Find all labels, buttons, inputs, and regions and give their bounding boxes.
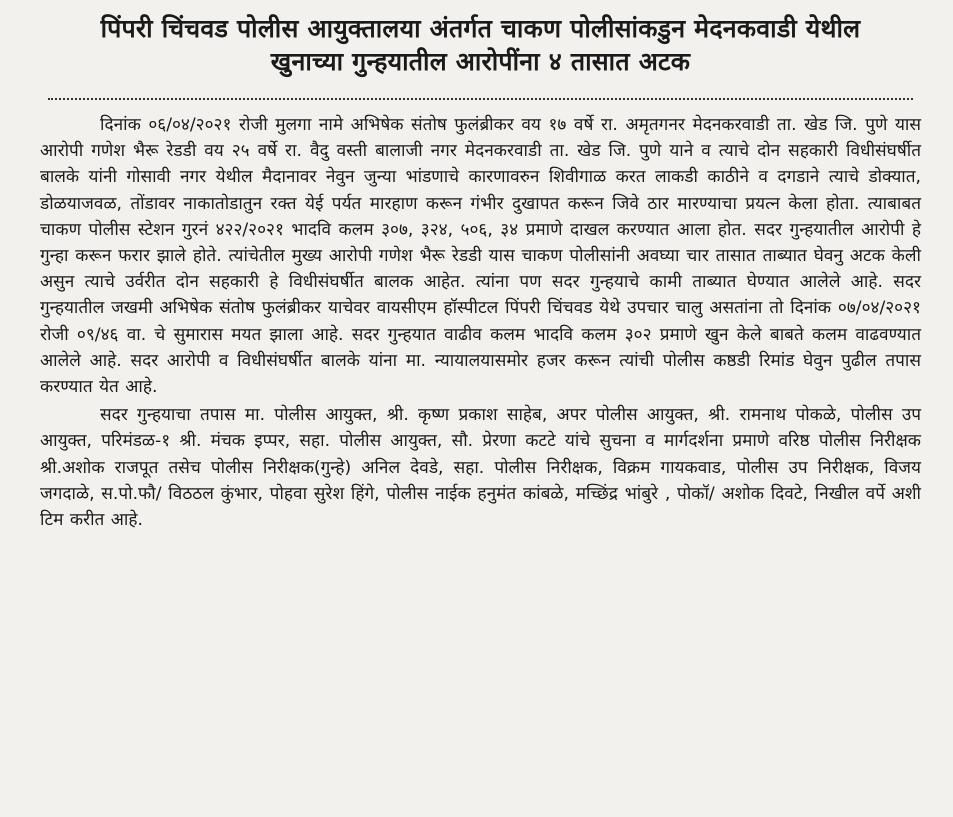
document-title [40, 12, 921, 78]
title-line-2: खुनाच्या गुन्हयातील आरोपींना ४ तासात अटक [270, 47, 691, 76]
title-line-1: पिंपरी चिंचवड पोलीस आयुक्तालया अंतर्गत चाकण पोलीसांकडुन मेदनकवाडी येथील [100, 14, 861, 43]
paragraph-incident: दिनांक ०६/०४/२०२१ रोजी मुलगा नामे अभिषेक संतोष फुलंब्रीकर वय १७ वर्षे रा. अमृतगनर मेदनकरवाडी ता. खेड जि. पुणे यास आरोपी गणेश भैरू रेडडी वय २५ वर्षे रा. वैदु वस्ती बालाजी नगर मेदनकरवाडी ता. खेड जि. पुणे याने व त्याचे दोन सहकारी विधीसंघर्षीत बालके यांनी गोसावी नगर येथील मैदानावर नेवुन जुन्या भांडणाचे कारणावरुन शिवीगाळ करत लाकडी काठीने व दगडाने त्याचे डोक्यात, डोळयाजवळ, तोंडावर नाकातोडातुन रक्त येई पर्यत मारहाण करून गंभीर दुखापत करून जिवे ठार मारण्याचा प्रयत्न केला होता. त्याबाबत चाकण पोलीस स्टेशन गुरनं ४२२/२०२१ भादवि कलम ३०७, ३२४, ५०६, ३४ प्रमाणे दाखल करण्यात आला होत. सदर गुन्हयातील आरोपी हे गुन्हा करून फरार झाले होते. त्यांचेतील मुख्य आरोपी गणेश भैरू रेडडी यास चाकण पोलीसांनी अवघ्या चार तासात ताब्यात घेवनु अटक केली असुन त्याचे उर्वरीत दोन सहकारी हे विधीसंघर्षीत बालक आहेत. त्यांना पण सदर गुन्हयाचे कामी ताब्यात घेण्यात आलेले आहे. सदर गुन्हयातील जखमी अभिषेक संतोष फुलंब्रीकर याचेवर वायसीएम हॉस्पीटल पिंपरी चिंचवड येथे उपचार चालु असतांना तो दिनांक ०७/०४/२०२१ रोजी ०९/४६ वा. चे सुमारास मयत झाला आहे. सदर गुन्हयात वाढीव कलम भादवि कलम ३०२ प्रमाणे खुन केले बाबते कलम वाढवण्यात आलेले आहे. सदर आरोपी व विधीसंघर्षीत बालके यांना मा. न्यायालयासमोर हजर करून त्यांची पोलीस कष्ठडी रिमांड घेवुन पुढील तपास करण्यात येत आहे. [40, 115, 921, 398]
document-body [40, 112, 921, 533]
paragraph-investigation-team: सदर गुन्हयाचा तपास मा. पोलीस आयुक्त, श्री. कृष्ण प्रकाश साहेब, अपर पोलीस आयुक्त, श्री. रामनाथ पोकळे, पोलीस उप आयुक्त, परिमंडळ-१ श्री. मंचक इप्पर, सहा. पोलीस आयुक्त, सौ. प्रेरणा कटटे यांचे सुचना व मार्गदर्शना प्रमाणे वरिष्ठ पोलीस निरीक्षक श्री.अशोक राजपूत तसेच पोलीस निरीक्षक(गुन्हे) अनिल देवडे, सहा. पोलीस निरीक्षक, विक्रम गायकवाड, पोलीस उप निरीक्षक, विजय जगदाळे, स.पो.फौ/ विठठल कुंभार, पोहवा सुरेश हिंगे, पोलीस नाईक हनुमंत कांबळे, मच्छिंद्र भांबुरे , पोकॉ/ अशोक दिवटे, निखील वर्पे अशी टिम करीत आहे. [40, 405, 921, 531]
dotted-divider [48, 98, 913, 100]
